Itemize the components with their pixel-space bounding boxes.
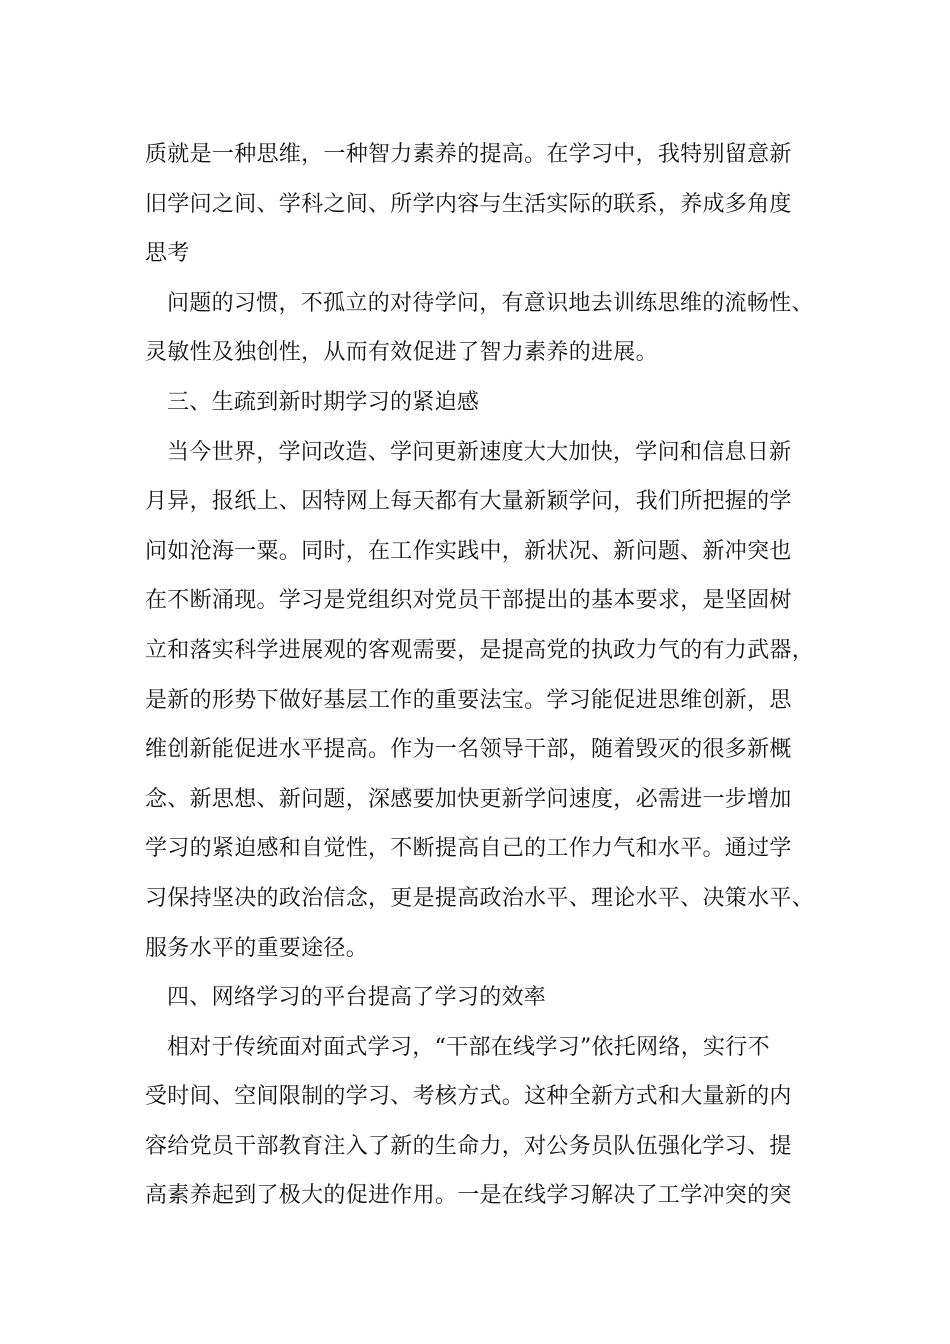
text-line: 是新的形势下做好基层工作的重要法宝。学习能促进思维创新，思: [145, 687, 792, 713]
text-line: 问题的习惯，不孤立的对待学问，有意识地去训练思维的流畅性、: [167, 290, 814, 316]
text-line: 相对于传统面对面式学习，“干部在线学习”依托网络，实行不: [167, 1034, 770, 1060]
document-body: [145, 130, 835, 1221]
text-line: 思考: [145, 241, 190, 267]
text-line: 四、网络学习的平台提高了学习的效率: [167, 985, 547, 1011]
text-line: 质就是一种思维，一种智力素养的提高。在学习中，我特别留意新: [145, 142, 792, 167]
text-line: 当今世界，学问改造、学问更新速度大大加快，学问和信息日新: [167, 439, 792, 465]
text-line: 旧学问之间、学科之间、所学内容与生活实际的联系，养成多角度: [145, 191, 792, 217]
text-line: 服务水平的重要途径。: [145, 935, 369, 961]
text-line: 受时间、空间限制的学习、考核方式。这种全新方式和大量新的内: [145, 1084, 792, 1110]
text-line: 维创新能促进水平提高。作为一名领导干部，随着毁灭的很多新概: [145, 737, 792, 763]
text-line: 问如沧海一粟。同时，在工作实践中，新状况、新问题、新冲突也: [145, 538, 792, 564]
text-line: 三、生疏到新时期学习的紧迫感: [167, 389, 480, 415]
text-line: 月异，报纸上、因特网上每天都有大量新颖学问，我们所把握的学: [145, 489, 792, 515]
text-line: 习保持坚决的政治信念，更是提高政治水平、理论水平、决策水平、: [145, 885, 815, 911]
text-line: 立和落实科学进展观的客观需要，是提高党的执政力气的有力武器，: [145, 637, 815, 663]
text-line: 学习的紧迫感和自觉性，不断提高自己的工作力气和水平。通过学: [145, 836, 792, 862]
text-line: 容给党员干部教育注入了新的生命力，对公务员队伍强化学习、提: [145, 1133, 792, 1159]
text-line: 灵敏性及独创性，从而有效促进了智力素养的进展。: [145, 340, 658, 366]
text-line: 念、新思想、新问题，深感要加快更新学问速度，必需进一步增加: [145, 786, 792, 812]
text-line: 在不断涌现。学习是党组织对党员干部提出的基本要求，是坚固树: [145, 588, 792, 614]
text-line: 高素养起到了极大的促进作用。一是在线学习解决了工学冲突的突: [145, 1183, 792, 1209]
